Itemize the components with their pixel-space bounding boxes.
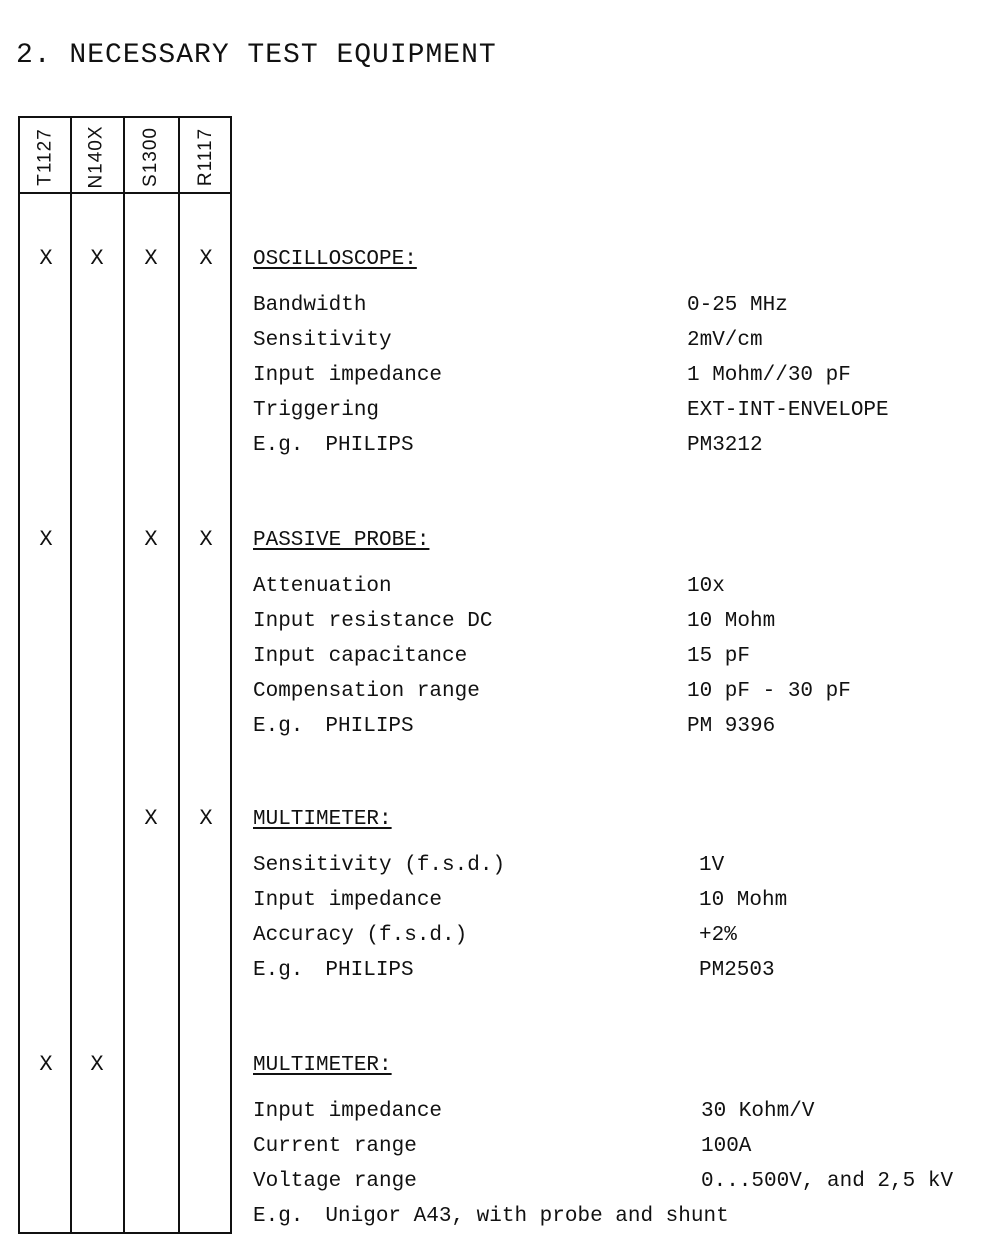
applicability-mark: X: [39, 527, 53, 552]
example-row: [253, 713, 993, 748]
section-passive-probe: [253, 527, 993, 748]
example-brand: PHILIPS: [325, 434, 414, 457]
spec-value: 100A: [701, 1135, 752, 1158]
example-row: [253, 432, 993, 467]
spec-value: 1 Mohm//30 pF: [687, 364, 851, 387]
column-divider: [178, 118, 180, 1232]
spec-row: [253, 1098, 993, 1133]
column-header-1: T1127: [35, 128, 56, 186]
spec-row: [253, 852, 993, 887]
spec-label: Voltage range: [253, 1170, 417, 1193]
spec-row: [253, 573, 993, 608]
spec-label: Triggering: [253, 399, 380, 422]
applicability-mark: X: [144, 527, 158, 552]
spec-label: Sensitivity: [253, 329, 392, 352]
example-prefix: [253, 1203, 729, 1231]
applicability-mark: X: [199, 527, 213, 552]
example-prefix-text: E.g.: [253, 1205, 304, 1228]
column-header-2: N140X: [86, 125, 108, 189]
spec-value: 10 Mohm: [687, 610, 776, 633]
column-divider: [123, 118, 125, 1232]
section-heading: MULTIMETER:: [253, 1054, 392, 1077]
applicability-mark: X: [90, 1052, 104, 1077]
spec-value: 30 Kohm/V: [701, 1100, 815, 1123]
example-model: PM 9396: [687, 715, 776, 738]
spec-label: Input impedance: [253, 1100, 443, 1123]
spec-row: [253, 608, 993, 643]
spec-row: [253, 362, 993, 397]
column-header-4: R1117: [195, 127, 217, 187]
spec-value: 15 pF: [687, 645, 751, 668]
example-prefix-text: E.g.: [253, 434, 304, 457]
spec-label: Compensation range: [253, 680, 480, 703]
spec-value: +2%: [699, 924, 737, 947]
spec-value: 1V: [699, 854, 725, 877]
section-multimeter-2: [253, 1052, 993, 1238]
spec-label: Current range: [253, 1135, 417, 1158]
spec-row: [253, 643, 993, 678]
example-brand: Unigor A43, with probe and shunt: [325, 1205, 729, 1228]
example-prefix: [253, 957, 414, 985]
section-oscilloscope: [253, 246, 993, 467]
example-prefix-text: E.g.: [253, 715, 304, 738]
spec-label: Attenuation: [253, 575, 392, 598]
spec-value: 10 Mohm: [699, 889, 788, 912]
page-title: 2. NECESSARY TEST EQUIPMENT: [16, 40, 497, 71]
example-brand: PHILIPS: [325, 959, 414, 982]
spec-row: [253, 292, 993, 327]
spec-label: Input impedance: [253, 889, 443, 912]
spec-value: 0...500V, and 2,5 kV: [701, 1170, 954, 1193]
spec-label: Sensitivity (f.s.d.): [253, 854, 506, 877]
spec-label: Accuracy (f.s.d.): [253, 924, 468, 947]
example-model: PM3212: [687, 434, 763, 457]
spec-row: [253, 887, 993, 922]
example-prefix: [253, 432, 414, 460]
spec-row: [253, 327, 993, 362]
spec-value: 2mV/cm: [687, 329, 763, 352]
spec-value: 10x: [687, 575, 725, 598]
spec-label: Input capacitance: [253, 645, 468, 668]
spec-label: Input impedance: [253, 364, 443, 387]
example-row: [253, 957, 993, 992]
spec-value: EXT-INT-ENVELOPE: [687, 399, 889, 422]
section-heading: PASSIVE PROBE:: [253, 529, 430, 552]
section-multimeter-1: [253, 806, 993, 992]
spec-label: Input resistance DC: [253, 610, 493, 633]
header-divider: [20, 192, 230, 194]
section-heading: MULTIMETER:: [253, 808, 392, 831]
applicability-mark: X: [199, 246, 213, 271]
applicability-mark: X: [199, 806, 213, 831]
applicability-mark: X: [39, 1052, 53, 1077]
example-model: PM2503: [699, 959, 775, 982]
spec-value: 0-25 MHz: [687, 294, 788, 317]
section-heading: OSCILLOSCOPE:: [253, 248, 417, 271]
spec-row: [253, 922, 993, 957]
spec-row: [253, 1168, 993, 1203]
example-brand: PHILIPS: [325, 715, 414, 738]
column-header-3: S1300: [140, 127, 162, 187]
spec-value: 10 pF - 30 pF: [687, 680, 851, 703]
example-prefix: [253, 713, 414, 741]
spec-row: [253, 678, 993, 713]
spec-row: [253, 1133, 993, 1168]
applicability-mark: X: [144, 806, 158, 831]
spec-label: Bandwidth: [253, 294, 367, 317]
applicability-mark: X: [39, 246, 53, 271]
spec-row: [253, 397, 993, 432]
example-row: [253, 1203, 993, 1238]
applicability-mark: X: [90, 246, 104, 271]
applicability-mark: X: [144, 246, 158, 271]
example-prefix-text: E.g.: [253, 959, 304, 982]
